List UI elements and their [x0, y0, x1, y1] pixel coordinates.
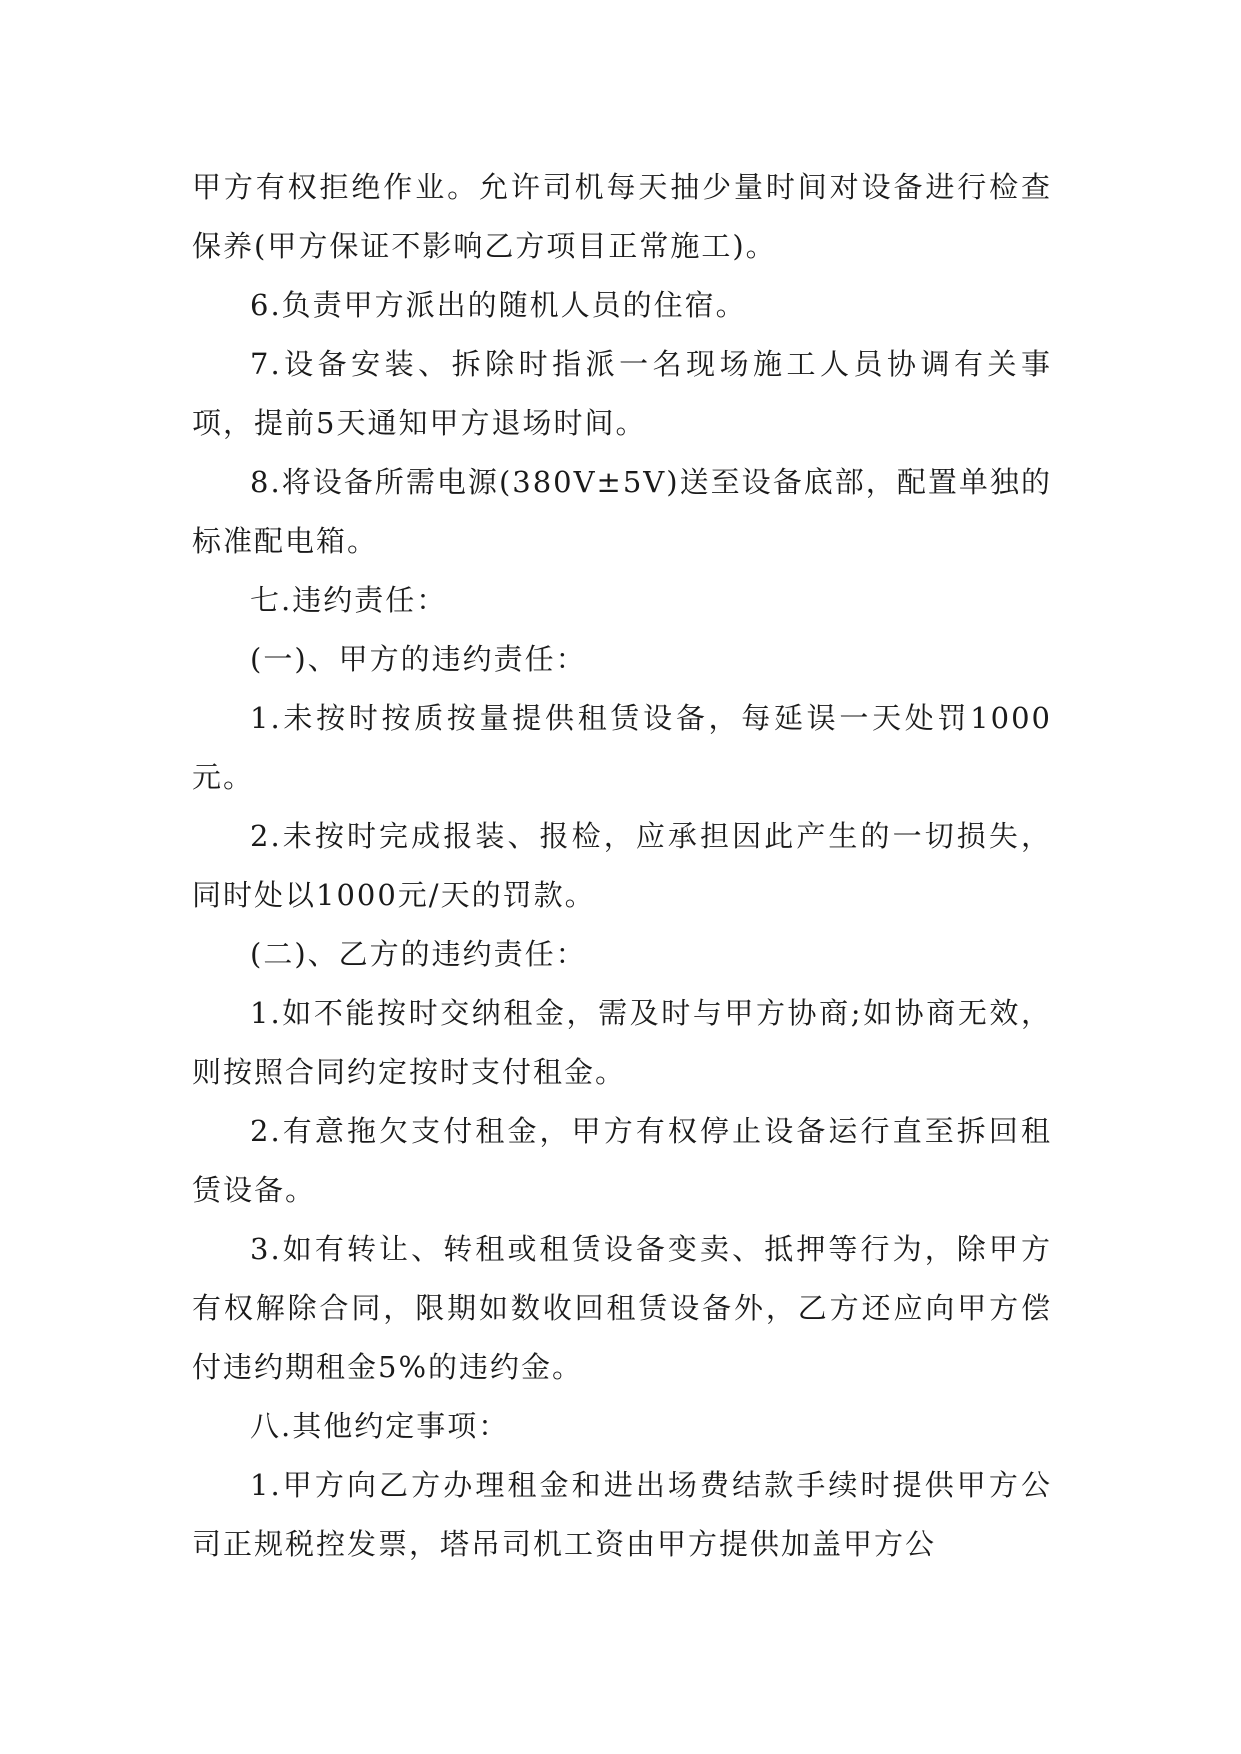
paragraph-item-6: 6.负责甲方派出的随机人员的住宿。 — [250, 288, 747, 322]
paragraph-item-8: 8.将设备所需电源(380V±5V)送至设备底部，配置单独的标准配电箱。 — [192, 465, 1052, 558]
subsection-heading-party-b: (二)、乙方的违约责任： — [250, 937, 587, 971]
paragraph-party-b-2: 2.有意拖欠支付租金，甲方有权停止设备运行直至拆回租赁设备。 — [192, 1114, 1052, 1207]
paragraph-continuation: 甲方有权拒绝作业。允许司机每天抽少量时间对设备进行检查保养(甲方保证不影响乙方项目正常施工)。 — [192, 170, 1052, 263]
paragraph-party-b-3: 3.如有转让、转租或租赁设备变卖、抵押等行为，除甲方有权解除合同，限期如数收回租赁设备外，乙方还应向甲方偿付违约期租金5%的违约金。 — [192, 1232, 1052, 1384]
section-heading-other: 八.其他约定事项： — [250, 1409, 510, 1443]
paragraph-item-7: 7.设备安装、拆除时指派一名现场施工人员协调有关事项，提前5天通知甲方退场时间。 — [192, 347, 1052, 440]
section-heading-breach: 七.违约责任： — [250, 583, 448, 617]
paragraph-party-a-2: 2.未按时完成报装、报检，应承担因此产生的一切损失，同时处以1000元/天的罚款。 — [192, 819, 1052, 912]
paragraph-party-a-1: 1.未按时按质按量提供租赁设备，每延误一天处罚1000元。 — [192, 701, 1052, 794]
paragraph-party-b-1: 1.如不能按时交纳租金，需及时与甲方协商;如协商无效，则按照合同约定按时支付租金。 — [192, 996, 1052, 1089]
subsection-heading-party-a: (一)、甲方的违约责任： — [250, 642, 587, 676]
paragraph-other-1: 1.甲方向乙方办理租金和进出场费结款手续时提供甲方公司正规税控发票，塔吊司机工资由甲方提供加盖甲方公 — [192, 1468, 1052, 1561]
document-page — [192, 158, 1052, 1574]
